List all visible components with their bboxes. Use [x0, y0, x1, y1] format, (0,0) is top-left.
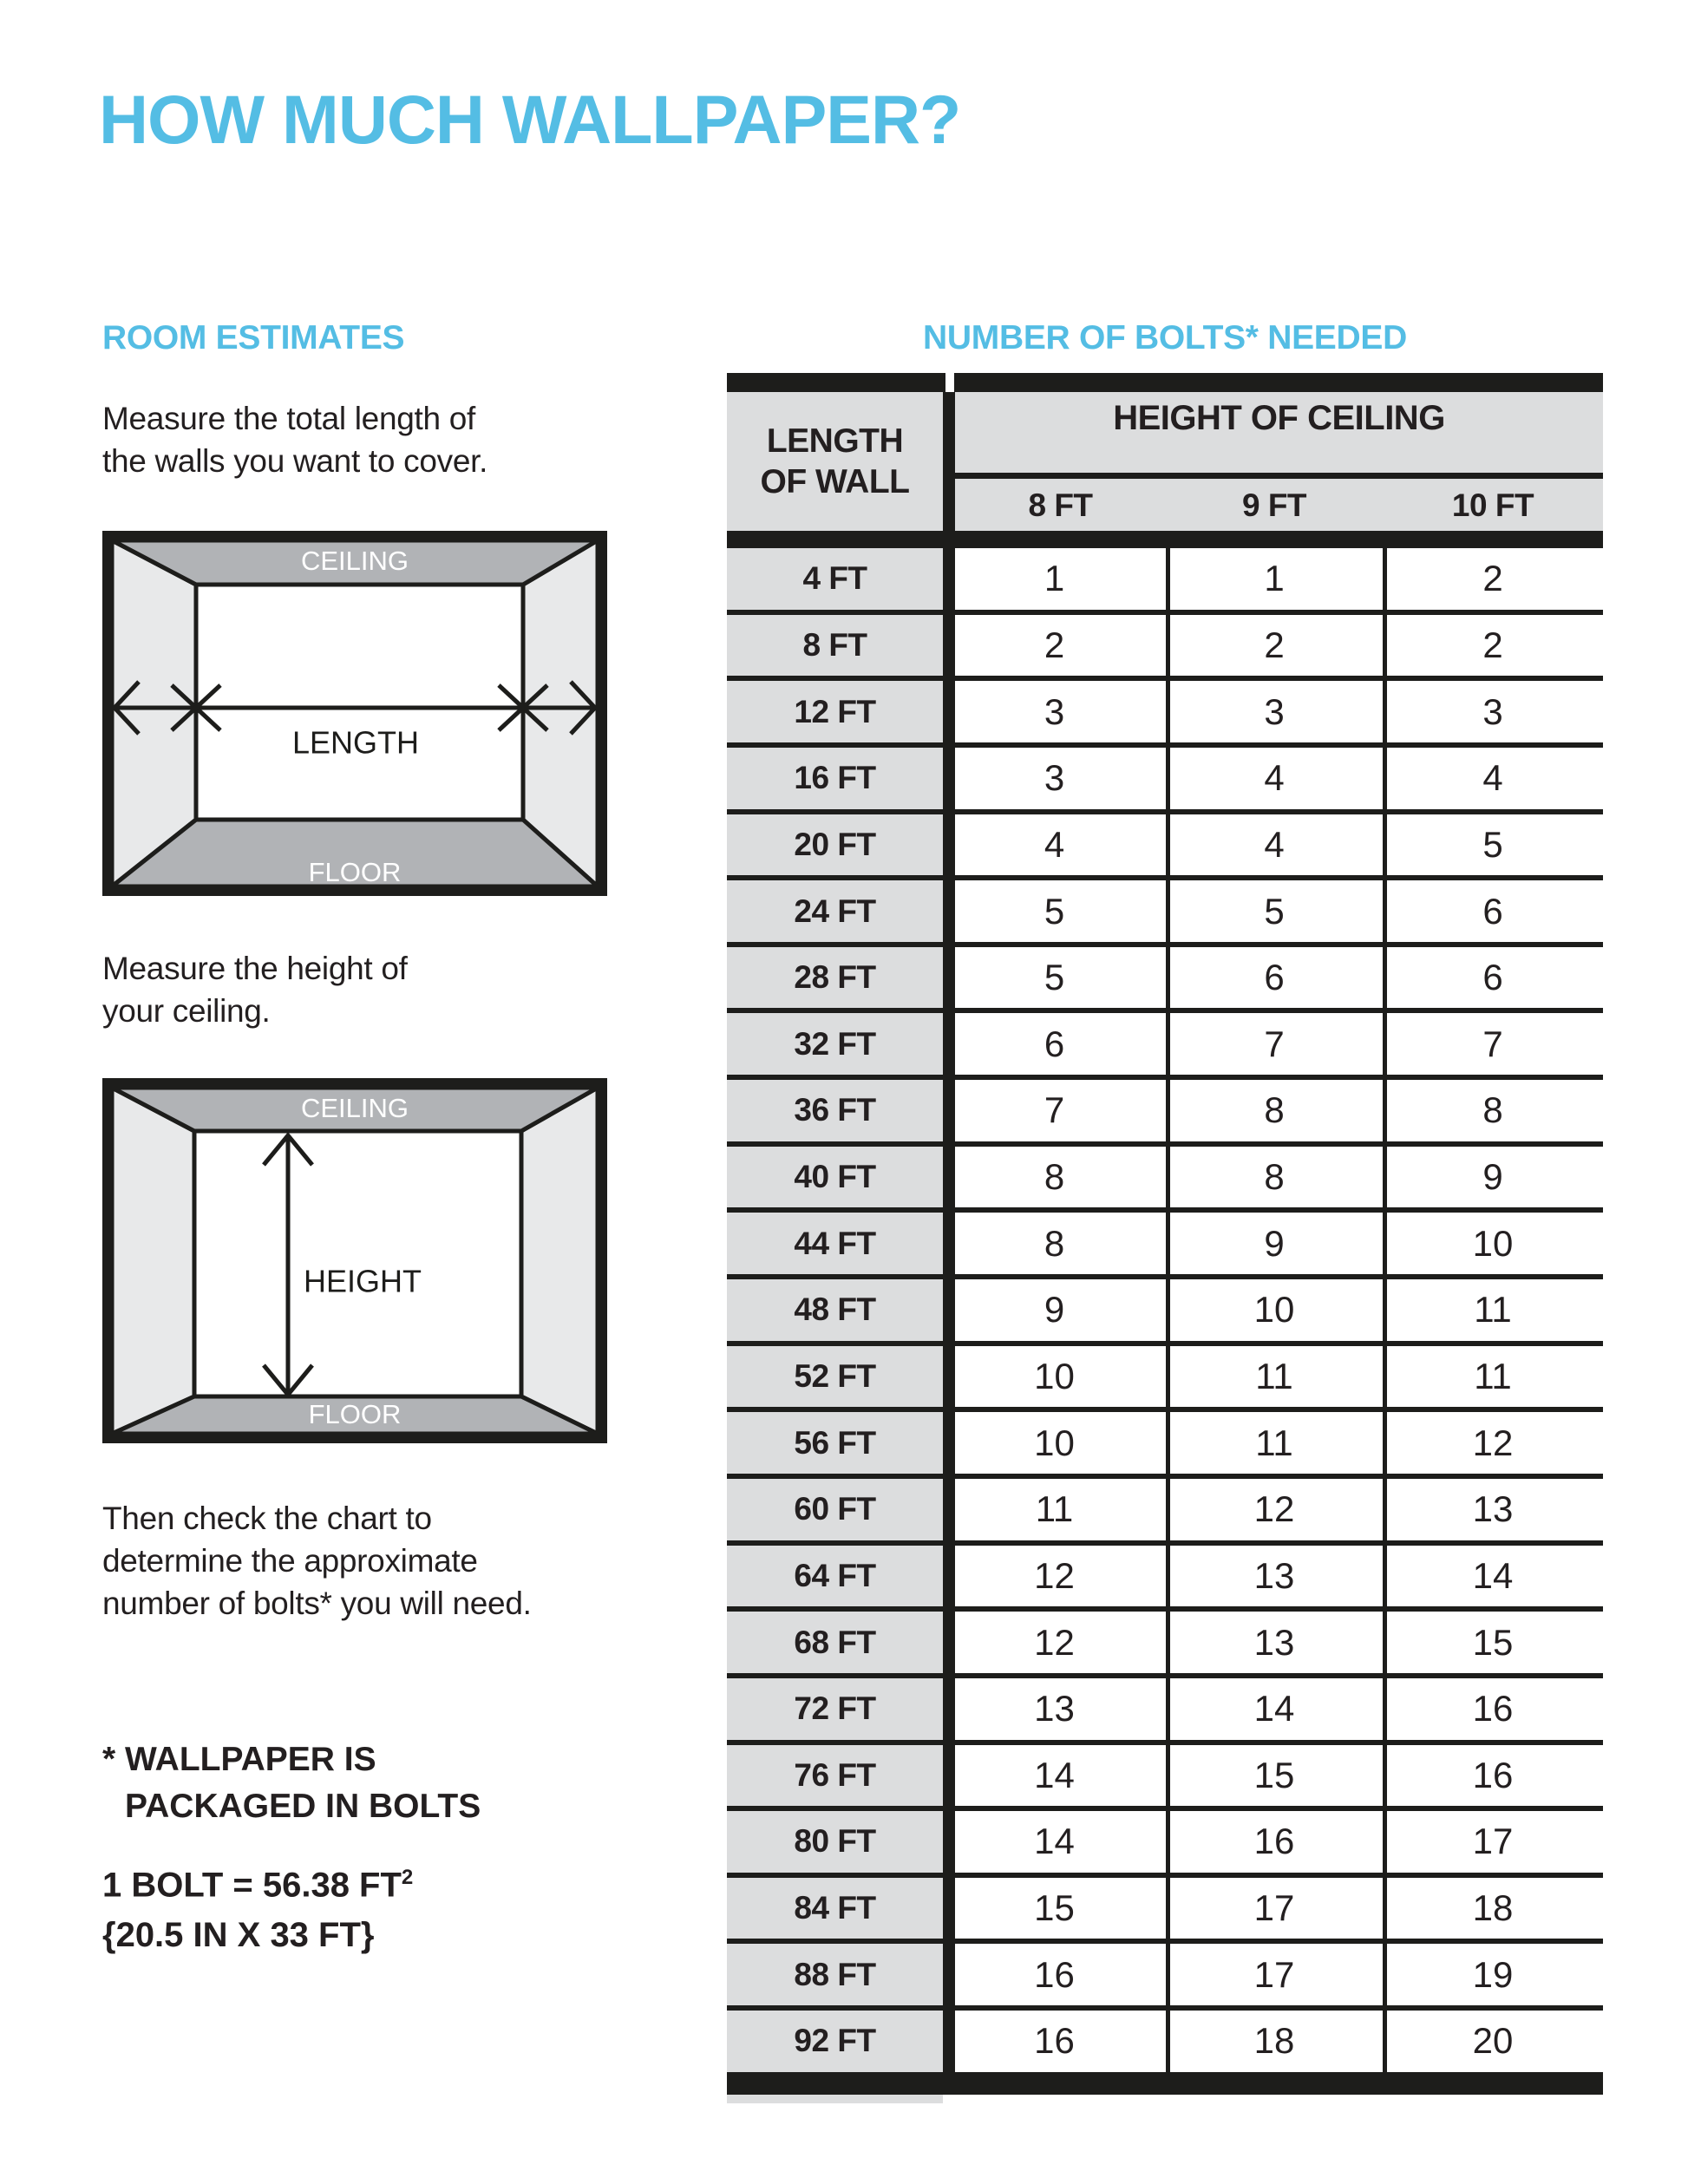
bolt-count-cell: 16 — [1472, 1754, 1514, 1795]
row-label-wall-length: 80 FT — [727, 1811, 943, 1873]
table-bottom-border — [727, 2077, 1603, 2095]
bolt-count-cell: 19 — [1472, 1953, 1514, 1995]
bolts-table — [727, 373, 1603, 2104]
row-label-wall-length: 40 FT — [727, 1147, 943, 1208]
row-label-wall-length: 16 FT — [727, 748, 943, 809]
row-label-wall-length: 4 FT — [727, 548, 943, 610]
bolt-count-cell: 11 — [1035, 1488, 1074, 1530]
bolt-count-cell: 3 — [1044, 757, 1065, 799]
bolt-count-cell: 4 — [1482, 757, 1503, 799]
bolt-size-info — [102, 1853, 413, 1960]
bolt-count-cell: 13 — [1253, 1554, 1295, 1596]
vertical-divider-thin — [1166, 548, 1170, 2077]
text-line: determine the approximate — [102, 1543, 478, 1579]
bolt-count-cell: 13 — [1472, 1488, 1514, 1530]
table-row — [727, 548, 1603, 615]
bolt-count-cell: 18 — [1253, 2020, 1295, 2062]
row-label-wall-length: 28 FT — [727, 947, 943, 1009]
bolt-count-cell: 20 — [1472, 2020, 1514, 2062]
bolt-count-cell: 9 — [1044, 1289, 1065, 1331]
table-row — [727, 1612, 1603, 1678]
header-bottom-border — [727, 531, 1603, 548]
table-body — [727, 548, 1603, 2077]
bolt-count-cell: 11 — [1474, 1289, 1512, 1331]
ceiling-label: CEILING — [300, 1093, 409, 1124]
room-height-diagram — [102, 1078, 607, 1443]
row-label-wall-length: 24 FT — [727, 880, 943, 942]
right-wall-shape — [521, 1088, 598, 1434]
table-row — [727, 947, 1603, 1014]
text-line: Measure the total length of — [102, 401, 476, 436]
bolt-count-cell: 17 — [1253, 1953, 1295, 1995]
table-row — [727, 1745, 1603, 1812]
bolt-count-cell: 12 — [1034, 1621, 1075, 1663]
column-header-10ft: 10 FT — [1451, 487, 1534, 523]
bolt-count-cell: 8 — [1482, 1089, 1503, 1131]
bolt-count-cell: 14 — [1034, 1754, 1075, 1795]
text-line: number of bolts* you will need. — [102, 1586, 532, 1621]
bolt-count-cell: 15 — [1034, 1887, 1075, 1929]
text-line: OF WALL — [760, 463, 910, 500]
bolt-count-cell: 15 — [1253, 1754, 1295, 1795]
bolt-count-cell: 8 — [1044, 1222, 1065, 1264]
bolt-count-cell: 6 — [1044, 1023, 1065, 1064]
bolt-count-cell: 3 — [1482, 690, 1503, 732]
instruction-check-chart — [102, 1497, 532, 1625]
column-group-header-height-of-ceiling: HEIGHT OF CEILING — [1113, 399, 1445, 437]
bolt-count-cell: 8 — [1264, 1089, 1285, 1131]
room-estimates-heading: ROOM ESTIMATES — [102, 319, 405, 356]
bolt-equation-sup: 2 — [401, 1866, 414, 1889]
row-label-wall-length: 60 FT — [727, 1479, 943, 1540]
bolt-count-cell: 17 — [1253, 1887, 1295, 1929]
table-row — [727, 880, 1603, 947]
vertical-divider-thin — [1383, 548, 1387, 2077]
column-header-8ft: 8 FT — [1028, 487, 1093, 523]
bolt-count-cell: 16 — [1034, 2020, 1075, 2062]
bolt-equation-text: 1 BOLT = 56.38 FT — [102, 1866, 402, 1905]
bolt-count-cell: 7 — [1482, 1023, 1503, 1064]
table-row — [727, 1546, 1603, 1612]
back-wall-shape — [196, 585, 523, 820]
bolt-count-cell: 14 — [1472, 1554, 1514, 1596]
table-row — [727, 1878, 1603, 1945]
row-label-wall-length: 32 FT — [727, 1013, 943, 1075]
bolt-count-cell: 6 — [1264, 957, 1285, 998]
text-line: LENGTH — [766, 422, 904, 460]
bolt-count-cell: 5 — [1044, 890, 1065, 932]
bolt-count-cell: 3 — [1264, 690, 1285, 732]
bolt-count-cell: 10 — [1253, 1289, 1295, 1331]
length-measure-label: LENGTH — [291, 724, 420, 761]
vertical-divider-thick — [943, 392, 955, 2077]
bolt-count-cell: 4 — [1264, 757, 1285, 799]
bolt-count-cell: 10 — [1472, 1222, 1514, 1264]
bolts-footnote — [102, 1736, 481, 1830]
instruction-measure-height — [102, 947, 408, 1032]
row-label-wall-length: 84 FT — [727, 1878, 943, 1939]
bolts-needed-heading: NUMBER OF BOLTS* NEEDED — [923, 319, 1407, 356]
column-header-length-of-wall — [727, 392, 943, 531]
table-row — [727, 1213, 1603, 1279]
text-line: * WALLPAPER IS — [102, 1741, 376, 1778]
bolt-count-cell: 4 — [1044, 823, 1065, 865]
table-row — [727, 1944, 1603, 2011]
table-row — [727, 1080, 1603, 1147]
bolt-count-cell: 13 — [1034, 1688, 1075, 1730]
table-row — [727, 615, 1603, 682]
page-title: HOW MUCH WALLPAPER? — [99, 81, 961, 158]
bolt-count-cell: 2 — [1264, 624, 1285, 665]
table-row — [727, 681, 1603, 748]
row-label-wall-length: 64 FT — [727, 1546, 943, 1607]
text-line: the walls you want to cover. — [102, 443, 488, 479]
floor-label: FLOOR — [308, 857, 402, 888]
bolt-count-cell: 11 — [1474, 1356, 1512, 1396]
table-row — [727, 2011, 1603, 2077]
bolt-count-cell: 18 — [1472, 1887, 1514, 1929]
row-label-wall-length: 92 FT — [727, 2011, 943, 2072]
table-row — [727, 1279, 1603, 1346]
bolt-count-cell: 10 — [1034, 1422, 1075, 1463]
row-label-wall-length: 12 FT — [727, 681, 943, 742]
bolt-count-cell: 5 — [1044, 957, 1065, 998]
row-label-wall-length: 48 FT — [727, 1279, 943, 1341]
bolt-dimensions: {20.5 IN X 33 FT} — [102, 1916, 375, 1955]
row-label-wall-length: 88 FT — [727, 1944, 943, 2005]
row-label-wall-length: 20 FT — [727, 814, 943, 876]
row-label-wall-length: 72 FT — [727, 1678, 943, 1740]
room-length-diagram — [102, 531, 607, 896]
row-label-wall-length: 76 FT — [727, 1745, 943, 1807]
bolt-count-cell: 12 — [1253, 1488, 1295, 1530]
bolt-count-cell: 11 — [1255, 1422, 1293, 1463]
table-row — [727, 1412, 1603, 1479]
column-header-9ft: 9 FT — [1241, 487, 1307, 523]
bolt-count-cell: 8 — [1264, 1156, 1285, 1198]
bolt-count-cell: 2 — [1044, 624, 1065, 665]
table-row — [727, 1479, 1603, 1546]
bolt-count-cell: 17 — [1472, 1821, 1514, 1862]
table-row — [727, 748, 1603, 814]
table-row — [727, 1811, 1603, 1878]
bolt-count-cell: 6 — [1482, 890, 1503, 932]
bolt-count-cell: 5 — [1264, 890, 1285, 932]
bolt-count-cell: 7 — [1044, 1089, 1065, 1131]
row-label-wall-length: 36 FT — [727, 1080, 943, 1141]
gray-column-stub — [727, 2095, 943, 2103]
bolt-count-cell: 11 — [1255, 1356, 1293, 1396]
table-row — [727, 814, 1603, 881]
bolt-count-cell: 12 — [1034, 1554, 1075, 1596]
bolt-count-cell: 7 — [1264, 1023, 1285, 1064]
header-divider-line — [955, 473, 1603, 479]
row-label-wall-length: 68 FT — [727, 1612, 943, 1673]
bolt-count-cell: 15 — [1472, 1621, 1514, 1663]
height-measure-label: HEIGHT — [303, 1263, 422, 1299]
table-top-border — [727, 373, 945, 392]
row-label-wall-length: 8 FT — [727, 615, 943, 677]
bolt-count-cell: 8 — [1044, 1156, 1065, 1198]
bolt-count-cell: 12 — [1472, 1422, 1514, 1463]
bolt-count-cell: 2 — [1482, 624, 1503, 665]
bolt-count-cell: 13 — [1253, 1621, 1295, 1663]
table-row — [727, 1013, 1603, 1080]
bolt-count-cell: 9 — [1482, 1156, 1503, 1198]
bolt-count-cell: 16 — [1034, 1953, 1075, 1995]
instruction-measure-length — [102, 397, 487, 482]
table-row — [727, 1678, 1603, 1745]
row-label-wall-length: 44 FT — [727, 1213, 943, 1274]
bolt-count-cell: 2 — [1482, 558, 1503, 599]
table-row — [727, 1346, 1603, 1413]
text-line: Then check the chart to — [102, 1501, 432, 1536]
row-label-wall-length: 56 FT — [727, 1412, 943, 1474]
bolt-equation — [102, 1853, 413, 1910]
row-label-wall-length: 52 FT — [727, 1346, 943, 1408]
bolt-count-cell: 16 — [1472, 1688, 1514, 1730]
bolt-count-cell: 5 — [1482, 823, 1503, 865]
bolt-count-cell: 14 — [1034, 1821, 1075, 1862]
bolt-count-cell: 3 — [1044, 690, 1065, 732]
bolt-count-cell: 1 — [1044, 558, 1065, 599]
text-line: Measure the height of — [102, 951, 408, 986]
text-line: PACKAGED IN BOLTS — [125, 1788, 481, 1825]
floor-label: FLOOR — [308, 1399, 402, 1430]
table-top-border — [954, 373, 1603, 392]
bolt-count-cell: 10 — [1034, 1356, 1075, 1396]
bolt-count-cell: 9 — [1264, 1222, 1285, 1264]
bolt-count-cell: 16 — [1253, 1821, 1295, 1862]
table-row — [727, 1147, 1603, 1213]
bolt-count-cell: 4 — [1264, 823, 1285, 865]
bolt-count-cell: 14 — [1253, 1688, 1295, 1730]
bolt-count-cell: 1 — [1264, 558, 1285, 599]
left-wall-shape — [112, 1088, 194, 1434]
bolt-count-cell: 6 — [1482, 957, 1503, 998]
text-line: your ceiling. — [102, 993, 271, 1029]
ceiling-label: CEILING — [300, 546, 409, 577]
